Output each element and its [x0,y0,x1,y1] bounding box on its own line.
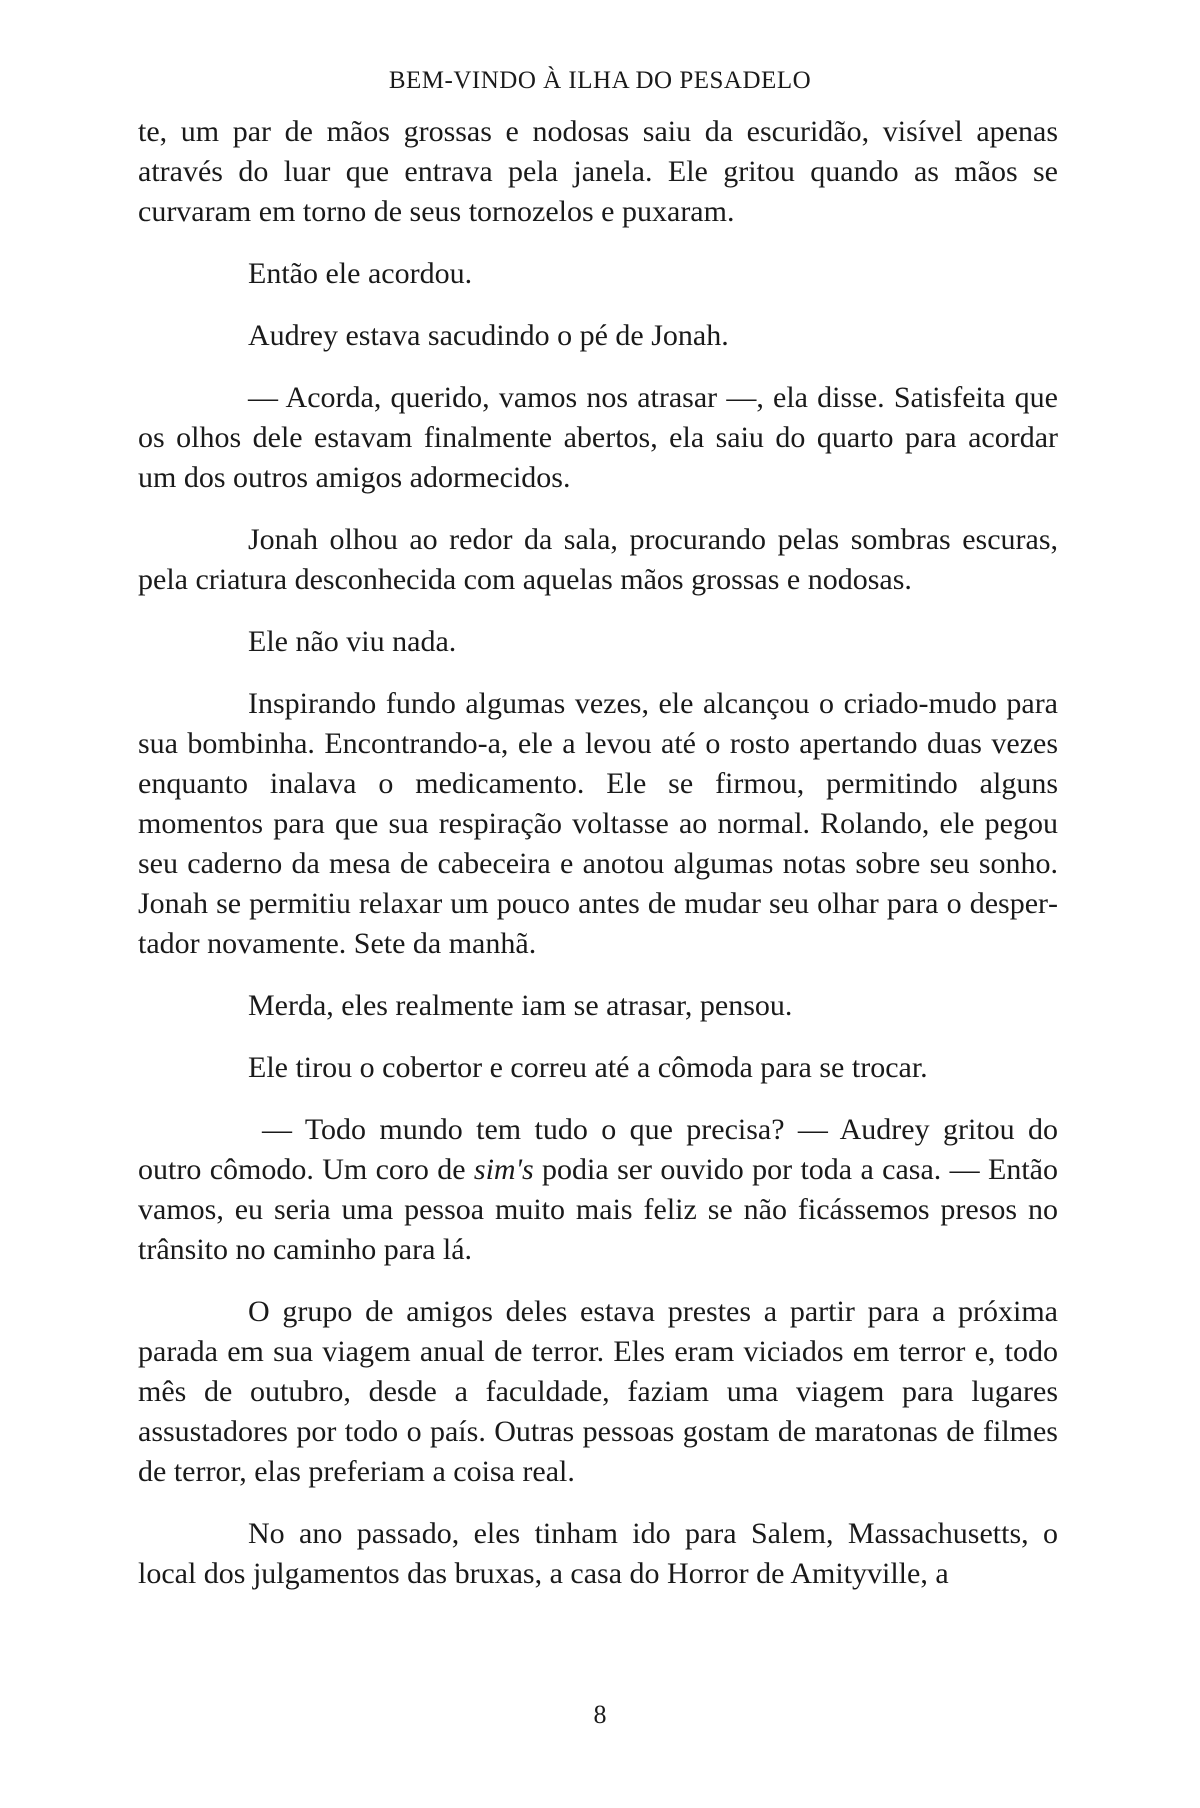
paragraph: Inspirando fundo algumas vezes, ele alcançou o criado-mudo para sua bombinha. Encontrando-a, ele a levou até o rosto apertando duas vezes enquanto inalava o medicamento. Ele se firmou, permitindo alguns momentos para que sua respiração voltasse ao normal. Rolando, ele pegou seu caderno da mesa de cabeceira e anotou algumas notas sobre seu sonho. Jonah se permitiu relaxar um pouco antes de mudar seu olhar para o despertador novamente. Sete da manhã. [138,687,1058,960]
paragraph-dialog: — Acorda, querido, vamos nos atrasar —, ela disse. Satisfeita que os olhos dele estavam finalmente abertos, ela saiu do quarto para acordar um dos outros amigos adormecidos. [138,381,1058,494]
dialog-text-before: — Todo mundo tem tudo o que precisa? — Audrey gritou do outro cômodo. Um coro de [138,1113,1058,1186]
body-text [138,112,1058,1616]
paragraph: Audrey estava sacudindo o pé de Jonah. [248,319,729,352]
paragraph: Jonah olhou ao redor da sala, procurando pelas sombras escuras, pela criatura desconhecida com aquelas mãos grossas e nodosas. [138,523,1058,596]
paragraph: No ano passado, eles tinham ido para Salem, Massachusetts, o local dos julgamentos das bruxas, a casa do Horror de Amityville, a [138,1517,1058,1590]
paragraph: Ele tirou o cobertor e correu até a cômoda para se trocar. [248,1051,928,1084]
paragraph-continued: te, um par de mãos grossas e nodosas saiu da escuridão, visível apenas através do luar que entrava pela janela. Ele gritou quando as mãos se curvaram em torno de seus tornozelos e puxaram. [138,115,1058,228]
paragraph: Merda, eles realmente iam se atrasar, pensou. [248,989,793,1022]
emphasis-word: sim's [473,1153,534,1186]
paragraph-dialog [138,1110,1058,1270]
paragraph: Ele não viu nada. [248,625,457,658]
paragraph: Então ele acordou. [248,257,473,290]
paragraph: O grupo de amigos deles estava prestes a partir para a próxima parada em sua viagem anual de terror. Eles eram viciados em terror e, todo mês de outubro, desde a faculdade, faziam uma viagem para lugares assustadores por todo o país. Outras pessoas gostam de maratonas de filmes de terror, elas preferiam a coisa real. [138,1295,1058,1488]
running-title: BEM-VINDO À ILHA DO PESADELO [388,67,812,94]
page-number: 8 [593,1700,607,1729]
dialog-text-after: podia ser ouvido por toda a casa. — Então vamos, eu seria uma pessoa muito mais feliz se não ficássemos presos no trânsito no caminho para lá. [138,1153,1058,1266]
